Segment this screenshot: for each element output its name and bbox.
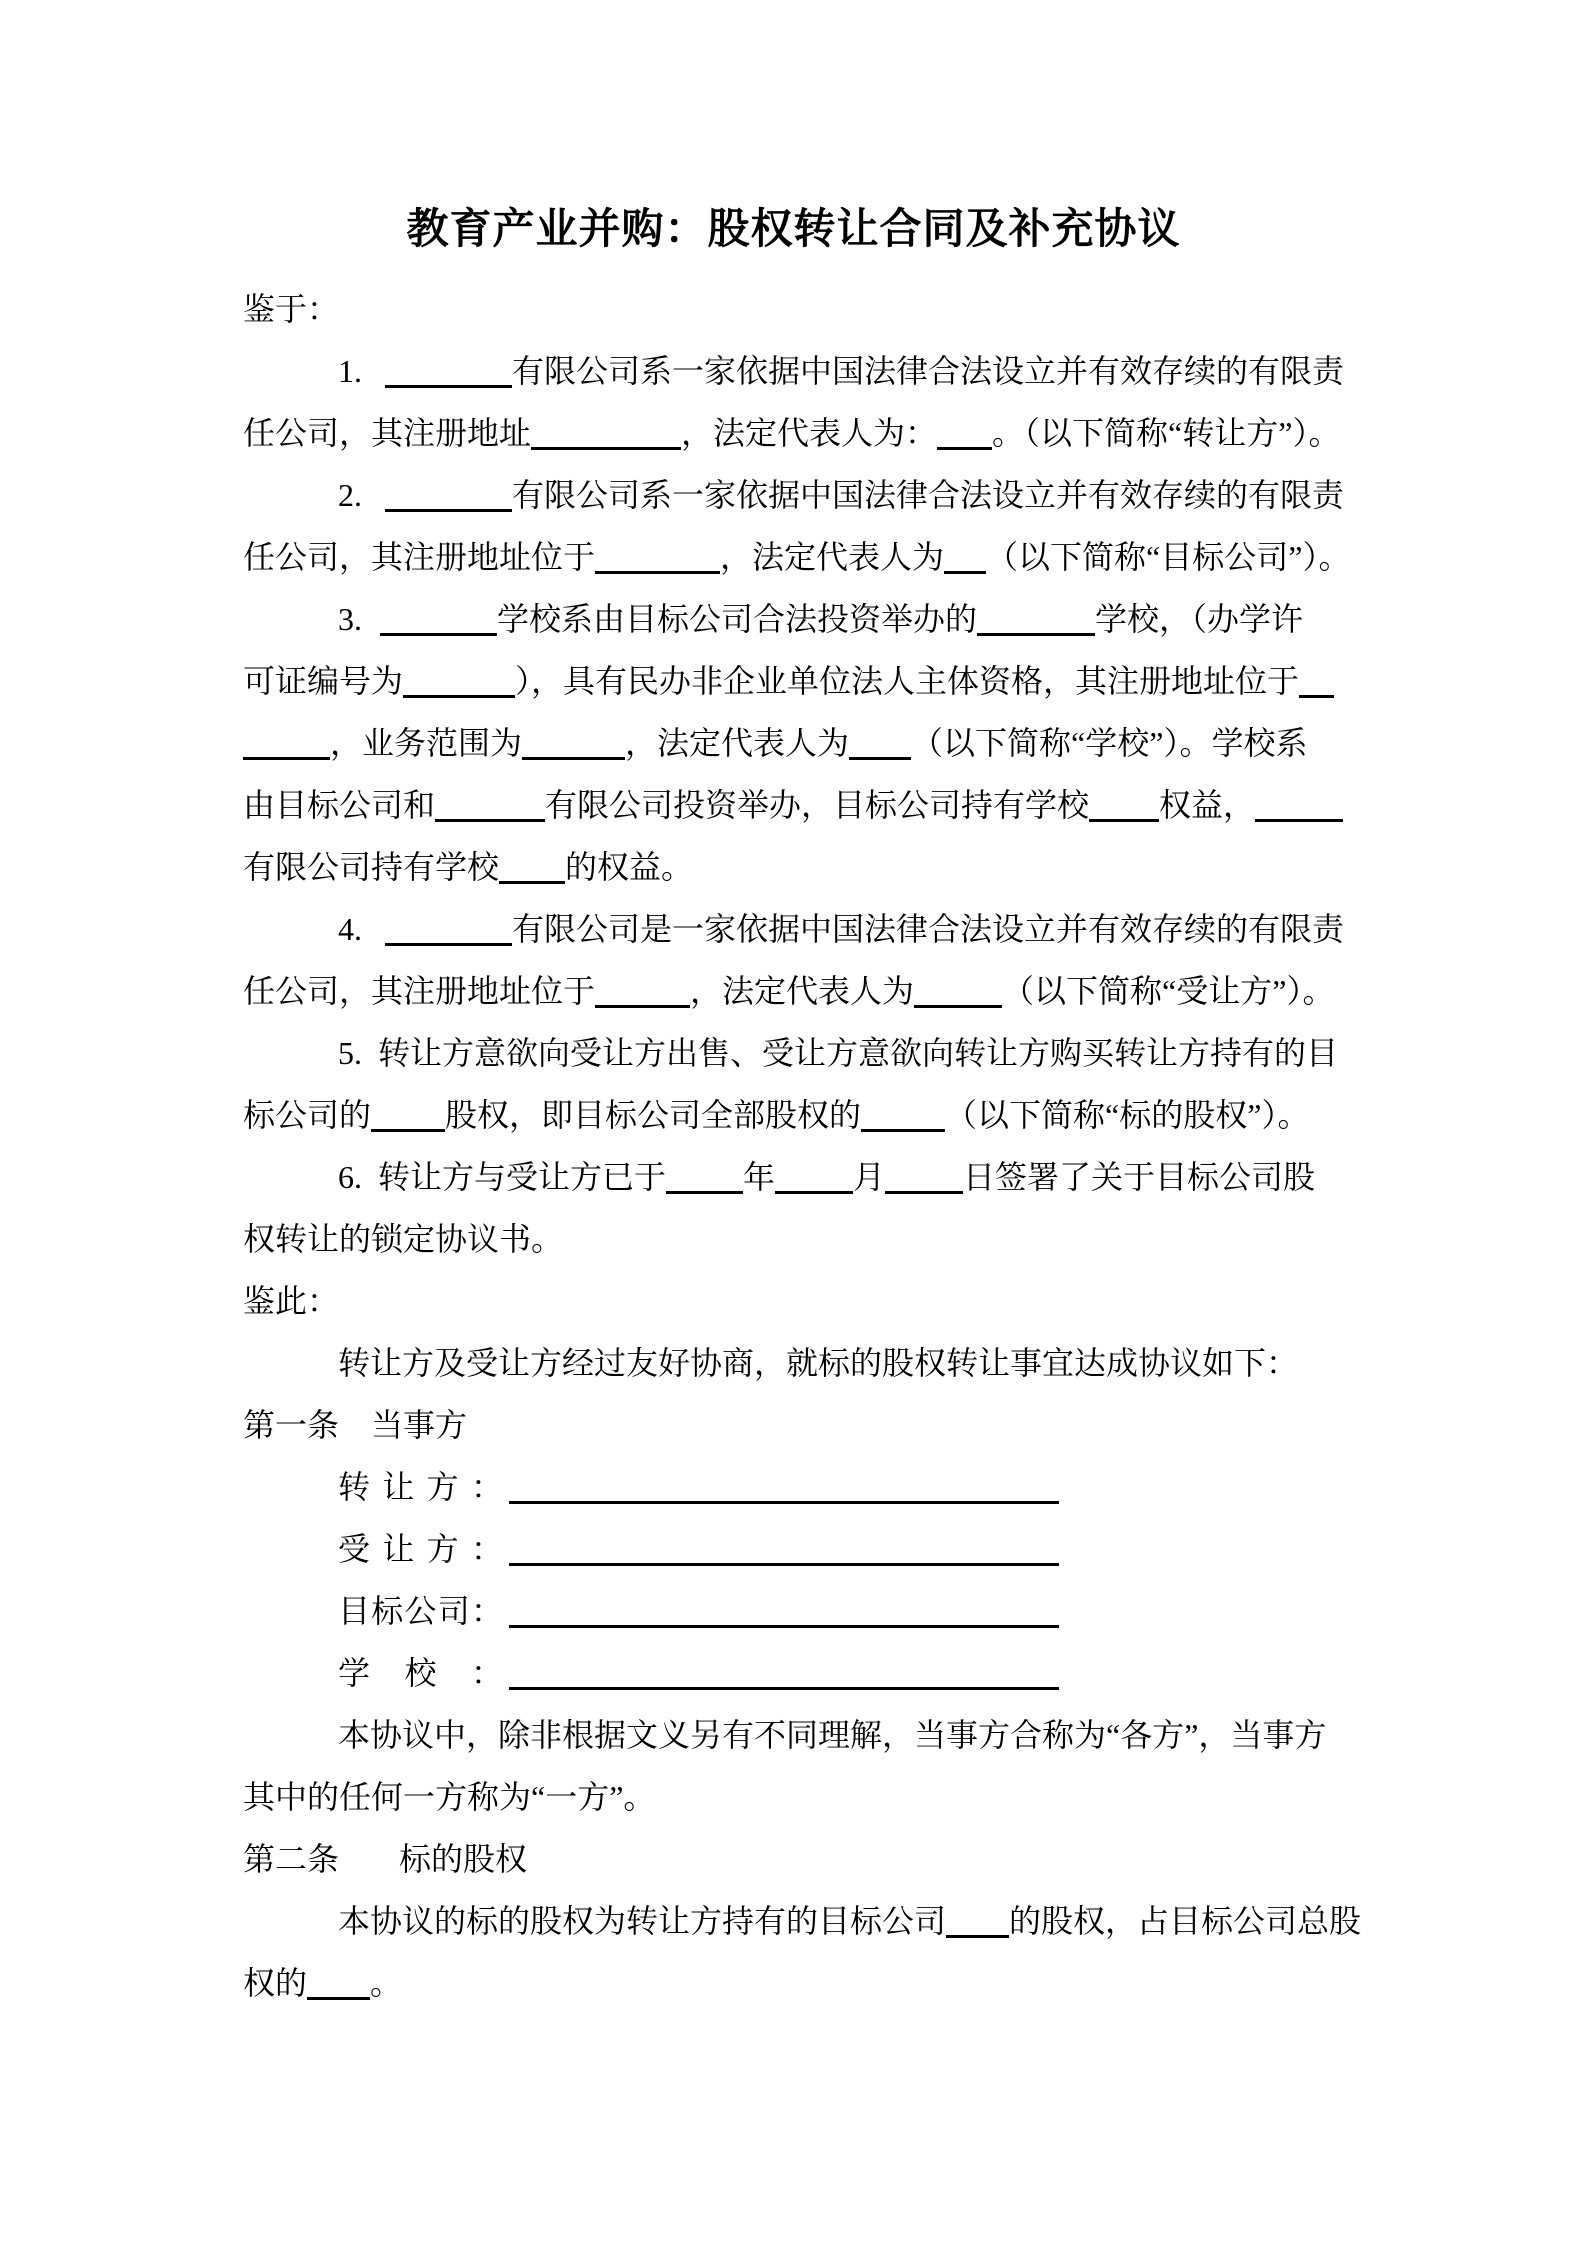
text-segment: 本协议中，除非根据文义另有不同理解，当事方合称为“各方”，当事方 bbox=[338, 1717, 1327, 1753]
text-line bbox=[243, 340, 1348, 402]
blank-underline bbox=[1089, 785, 1159, 822]
text-segment: 3. bbox=[338, 601, 362, 637]
blank-underline bbox=[775, 1157, 853, 1194]
text-line bbox=[243, 1146, 1348, 1208]
gap-spacer bbox=[339, 1426, 371, 1436]
text-line bbox=[243, 1580, 1348, 1642]
text-segment: 。 bbox=[370, 1965, 403, 2001]
blank-underline bbox=[937, 413, 992, 450]
blank-underline bbox=[509, 1653, 1059, 1690]
text-segment: 权益， bbox=[1159, 787, 1256, 823]
text-line bbox=[243, 774, 1348, 836]
text-segment: （以下简称“标的股权”）。 bbox=[945, 1097, 1310, 1133]
text-line bbox=[243, 1084, 1348, 1146]
blank-underline bbox=[380, 599, 497, 636]
text-segment: 可证编号为 bbox=[243, 663, 404, 699]
text-segment: 月 bbox=[853, 1159, 886, 1195]
text-segment: 标公司的 bbox=[243, 1097, 372, 1133]
text-segment: 当事方 bbox=[371, 1407, 468, 1443]
text-segment: 第一条 bbox=[243, 1407, 340, 1443]
text-segment: 任公司，其注册地址位于 bbox=[243, 973, 596, 1009]
blank-underline bbox=[522, 723, 625, 760]
text-line bbox=[243, 1890, 1362, 1952]
text-line bbox=[243, 1766, 1348, 1828]
blank-underline bbox=[435, 785, 545, 822]
blank-underline bbox=[509, 1529, 1059, 1566]
text-segment: 本协议的标的股权为转让方持有的目标公司 bbox=[338, 1903, 947, 1939]
text-segment: 5. bbox=[338, 1035, 362, 1071]
text-segment: ），具有民办非企业单位法人主体资格，其注册地址位于 bbox=[515, 663, 1300, 699]
text-line bbox=[243, 1270, 1348, 1332]
text-line bbox=[243, 1456, 1348, 1518]
blank-underline bbox=[595, 971, 690, 1008]
label-field: 转让方： bbox=[338, 1469, 503, 1505]
text-line bbox=[243, 1828, 1348, 1890]
gap-spacer bbox=[362, 1054, 378, 1064]
text-line bbox=[243, 588, 1348, 650]
text-segment: ，法定代表人为 bbox=[625, 725, 850, 761]
text-segment: 日签署了关于目标公司股 bbox=[963, 1159, 1316, 1195]
text-line bbox=[243, 650, 1348, 712]
text-segment: 有限公司是一家依据中国法律合法设立并有效存续的有限责 bbox=[512, 911, 1345, 947]
text-line bbox=[243, 1208, 1348, 1270]
document-body bbox=[243, 278, 1362, 2014]
text-segment: 转让方及受让方经过友好协商，就标的股权转让事宜达成协议如下： bbox=[338, 1345, 1299, 1381]
text-line bbox=[243, 1332, 1348, 1394]
text-segment: 权转让的锁定协议书。 bbox=[243, 1221, 564, 1257]
blank-underline bbox=[371, 1095, 445, 1132]
text-segment: ，法定代表人为 bbox=[690, 973, 915, 1009]
text-line bbox=[243, 1518, 1348, 1580]
text-line bbox=[243, 1704, 1348, 1766]
text-segment: 6. bbox=[338, 1159, 362, 1195]
text-segment: 2. bbox=[338, 477, 362, 513]
blank-underline bbox=[861, 1095, 945, 1132]
text-segment: ，法定代表人为 bbox=[720, 539, 945, 575]
text-segment: 1. bbox=[338, 353, 362, 389]
blank-underline bbox=[885, 1157, 963, 1194]
blank-underline bbox=[946, 1901, 1009, 1938]
blank-underline bbox=[531, 413, 681, 450]
text-segment: 转让方意欲向受让方出售、受让方意欲向转让方购买转让方持有的目 bbox=[378, 1035, 1339, 1071]
text-segment: 由目标公司和 bbox=[243, 787, 436, 823]
blank-underline bbox=[509, 1467, 1059, 1504]
text-line bbox=[243, 1642, 1348, 1704]
text-segment: 。（以下简称“转让方”）。 bbox=[992, 415, 1341, 451]
text-segment: 鉴此： bbox=[243, 1283, 340, 1319]
text-segment: 其中的任何一方称为“一方”。 bbox=[243, 1779, 656, 1815]
text-segment: 权的 bbox=[243, 1965, 308, 2001]
gap-spacer bbox=[362, 496, 385, 506]
blank-underline bbox=[385, 909, 512, 946]
text-line bbox=[243, 898, 1348, 960]
blank-underline bbox=[1299, 661, 1334, 698]
text-segment: 学校，（办学许 bbox=[1095, 601, 1304, 637]
blank-underline bbox=[385, 475, 512, 512]
blank-underline bbox=[849, 723, 911, 760]
text-line bbox=[243, 402, 1348, 464]
text-line bbox=[243, 278, 1348, 340]
gap-spacer bbox=[362, 620, 380, 630]
blank-underline bbox=[666, 1157, 743, 1194]
blank-underline bbox=[307, 1963, 370, 2000]
blank-underline bbox=[944, 537, 986, 574]
text-segment: （以下简称“学校”）。学校系 bbox=[911, 725, 1308, 761]
text-segment: 学校系由目标公司合法投资举办的 bbox=[497, 601, 978, 637]
blank-underline bbox=[403, 661, 515, 698]
text-line bbox=[243, 1394, 1348, 1456]
text-segment: 股权，即目标公司全部股权的 bbox=[445, 1097, 862, 1133]
text-line bbox=[243, 712, 1348, 774]
text-segment: 的股权，占目标公司总股 bbox=[1009, 1903, 1362, 1939]
text-segment: 有限公司系一家依据中国法律合法设立并有效存续的有限责 bbox=[512, 477, 1345, 513]
text-line bbox=[243, 1022, 1348, 1084]
text-segment: ，业务范围为 bbox=[330, 725, 523, 761]
text-segment: 年 bbox=[743, 1159, 776, 1195]
text-segment: 鉴于： bbox=[243, 291, 340, 327]
blank-underline bbox=[1255, 785, 1343, 822]
blank-underline bbox=[977, 599, 1095, 636]
text-line bbox=[243, 836, 1348, 898]
text-segment: ，法定代表人为： bbox=[681, 415, 938, 451]
text-segment: 转让方与受让方已于 bbox=[378, 1159, 667, 1195]
label-field: 受让方： bbox=[338, 1531, 503, 1567]
text-segment: 任公司，其注册地址 bbox=[243, 415, 532, 451]
label-field: 学校： bbox=[338, 1655, 503, 1691]
blank-underline bbox=[914, 971, 1002, 1008]
text-segment: 第二条 bbox=[243, 1841, 340, 1877]
blank-underline bbox=[499, 847, 565, 884]
blank-underline bbox=[385, 351, 512, 388]
gap-spacer bbox=[362, 1178, 378, 1188]
gap-spacer bbox=[339, 1860, 399, 1870]
blank-underline bbox=[243, 723, 330, 760]
text-segment: （以下简称“受让方”）。 bbox=[1002, 973, 1335, 1009]
blank-underline bbox=[595, 537, 720, 574]
text-segment: 4. bbox=[338, 911, 362, 947]
text-line bbox=[243, 526, 1351, 588]
label-field: 目标公司： bbox=[338, 1593, 503, 1629]
text-line bbox=[243, 1952, 1348, 2014]
text-segment: 任公司，其注册地址位于 bbox=[243, 539, 596, 575]
text-segment: 有限公司系一家依据中国法律合法设立并有效存续的有限责 bbox=[512, 353, 1345, 389]
gap-spacer bbox=[362, 930, 385, 940]
gap-spacer bbox=[362, 372, 385, 382]
text-segment: 标的股权 bbox=[399, 1841, 528, 1877]
text-line bbox=[243, 960, 1348, 1022]
text-segment: 的权益。 bbox=[565, 849, 694, 885]
document-title: 教育产业并购：股权转让合同及补充协议 bbox=[406, 207, 1181, 253]
text-segment: 有限公司投资举办，目标公司持有学校 bbox=[545, 787, 1090, 823]
text-segment: 有限公司持有学校 bbox=[243, 849, 500, 885]
text-segment: （以下简称“目标公司”）。 bbox=[986, 539, 1351, 575]
text-line bbox=[243, 464, 1348, 526]
blank-underline bbox=[509, 1591, 1059, 1628]
